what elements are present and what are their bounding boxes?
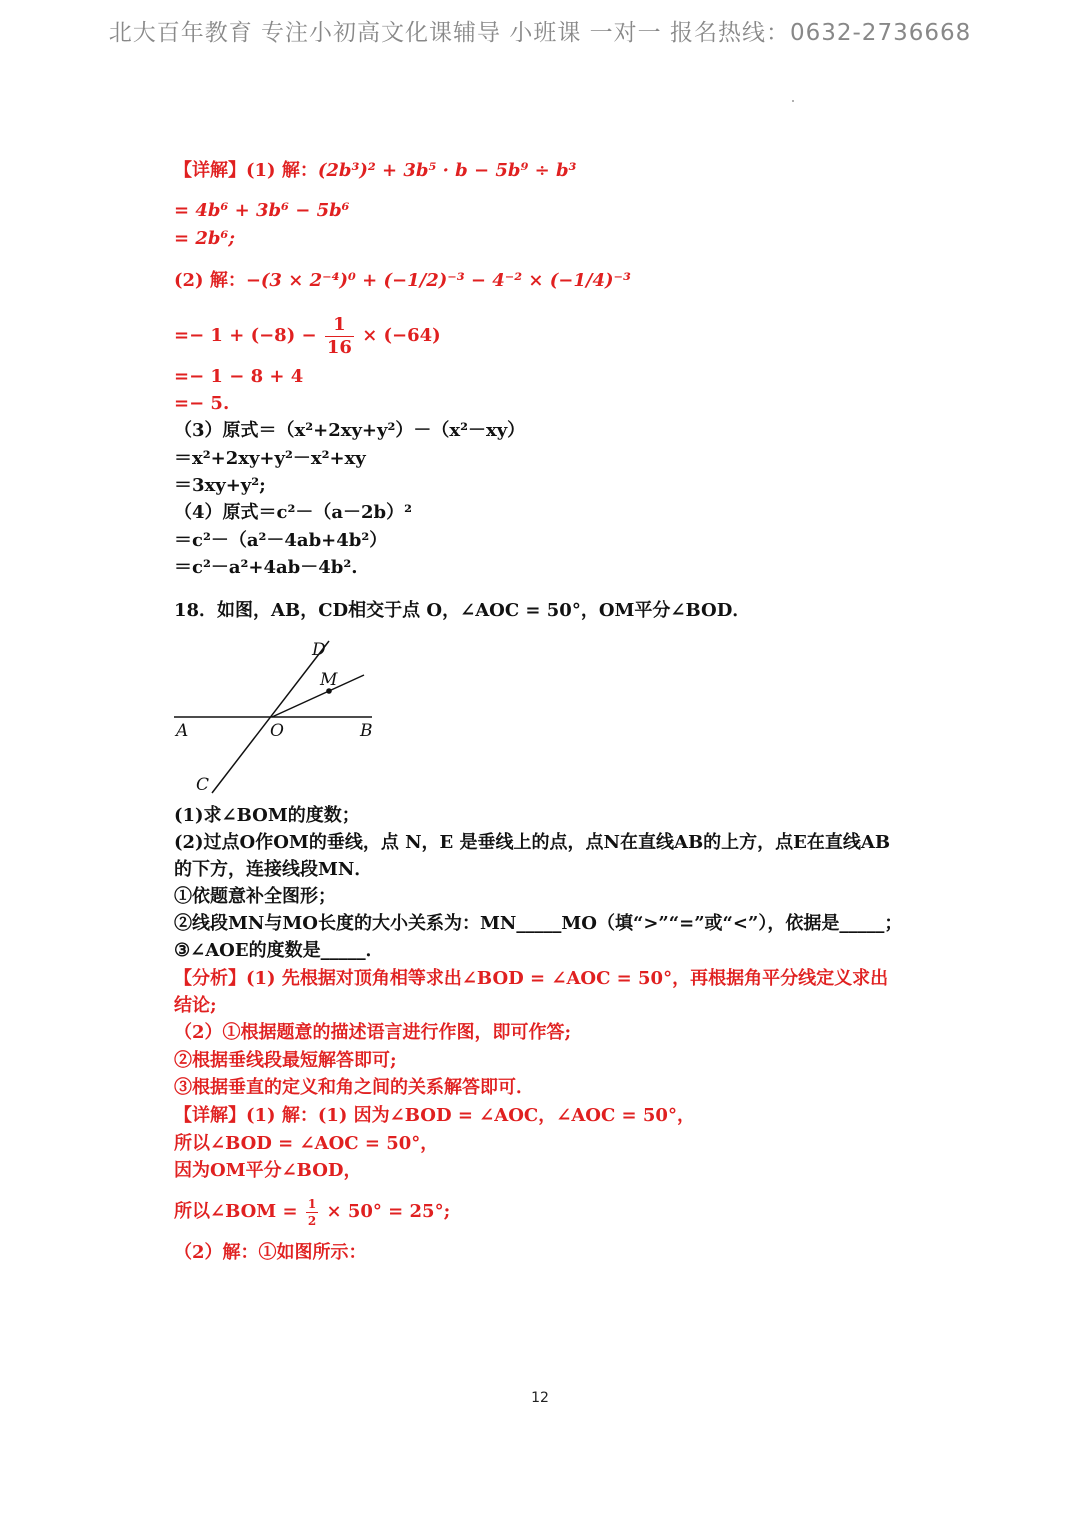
fraction-1-2 <box>306 1198 318 1227</box>
label-a: A <box>176 721 189 741</box>
sol17-line10: ＝3xy+y²; <box>174 475 266 496</box>
page-header: 北大百年教育 专注小初高文化课辅导 小班课 一对一 报名热线：0632-2736668 <box>108 20 972 46</box>
frac-den: 16 <box>326 336 352 358</box>
sol17-line5 <box>174 314 441 358</box>
solution18-line3: 因为OM平分∠BOD， <box>174 1160 362 1181</box>
sol17-l5a: =− 1 + (−8) − <box>174 325 317 346</box>
s4-b: × 50° = 25°; <box>326 1201 451 1222</box>
label-o: O <box>270 721 284 741</box>
solution18-line2: 所以∠BOD = ∠AOC = 50°， <box>174 1133 439 1154</box>
sol17-line9: ＝x²+2xy+y²－x²+xy <box>174 448 366 469</box>
label-c: C <box>196 775 210 795</box>
label-m: M <box>320 670 338 690</box>
solution18-line1: 【详解】(1) 解：(1) 因为∠BOD = ∠AOC，∠AOC = 50°， <box>174 1105 695 1126</box>
page-number: 12 <box>531 1390 549 1406</box>
frac-num: 1 <box>325 316 354 337</box>
sol17-line1 <box>174 160 576 182</box>
q18-part2d: ②线段MN与MO长度的大小关系为：MN_____MO（填“>”“=”或“<”），依据是_____； <box>174 913 903 934</box>
sol17-line2: = 4b⁶ + 3b⁶ − 5b⁶ <box>174 200 350 221</box>
analysis-line4: ②根据垂线段最短解答即可; <box>174 1050 397 1071</box>
sol17-line4 <box>174 270 631 292</box>
sol17-expr2: −(3 × 2⁻⁴)⁰ + (−1/2)⁻³ − 4⁻² × (−1/4)⁻³ <box>245 270 631 291</box>
sol17-line12: ＝c²－（a²－4ab+4b²） <box>174 530 388 551</box>
sol17-l5b: × (−64) <box>362 325 441 346</box>
q18-part2a: (2)过点O作OM的垂线，点 N，E 是垂线上的点，点N在直线AB的上方，点E在直线AB <box>174 832 891 853</box>
solution18-line5: （2）解：①如图所示： <box>174 1242 367 1263</box>
geometry-figure <box>172 635 382 795</box>
sol17-line8: （3）原式＝（x²+2xy+y²）－（x²－xy） <box>174 420 526 441</box>
frac-den-half: 2 <box>307 1213 317 1228</box>
sol17-line7: =− 5. <box>174 393 230 414</box>
analysis-line1: 【分析】(1) 先根据对顶角相等求出∠BOD = ∠AOC = 50°，再根据角平分线定义求出 <box>174 968 889 989</box>
q18-part2c: ①依题意补全图形； <box>174 886 336 907</box>
s4-a: 所以∠BOM = <box>174 1201 298 1222</box>
label-b: B <box>360 721 373 741</box>
q18-stem: 18．如图，AB，CD相交于点 O，∠AOC = 50°，OM平分∠BOD． <box>174 600 751 621</box>
sol17-expr1: (2b³)² + 3b⁵ · b − 5b⁹ ÷ b³ <box>317 160 577 181</box>
analysis-line3: （2）①根据题意的描述语言进行作图，即可作答; <box>174 1022 572 1043</box>
sol17-line3: = 2b⁶; <box>174 228 235 249</box>
q18-part2e: ③∠AOE的度数是_____． <box>174 940 384 961</box>
scan-dot <box>792 100 794 102</box>
q18-part2b: 的下方，连接线段MN． <box>174 859 373 880</box>
solution18-line4 <box>174 1192 450 1232</box>
analysis-line2: 结论; <box>174 995 217 1016</box>
sol17-line6: =− 1 − 8 + 4 <box>174 366 304 387</box>
label-d: D <box>312 640 326 660</box>
sol17-line13: ＝c²－a²+4ab－4b². <box>174 557 358 578</box>
sol17-label2: (2) 解： <box>174 270 246 291</box>
analysis-line5: ③根据垂直的定义和角之间的关系解答即可． <box>174 1077 534 1098</box>
sol17-line11: （4）原式＝c²－（a－2b）² <box>174 502 413 523</box>
frac-num-half: 1 <box>307 1196 317 1211</box>
q18-part1: (1)求∠BOM的度数； <box>174 805 360 826</box>
sol17-label: 【详解】(1) 解： <box>174 160 318 181</box>
fraction-1-16 <box>325 313 354 358</box>
